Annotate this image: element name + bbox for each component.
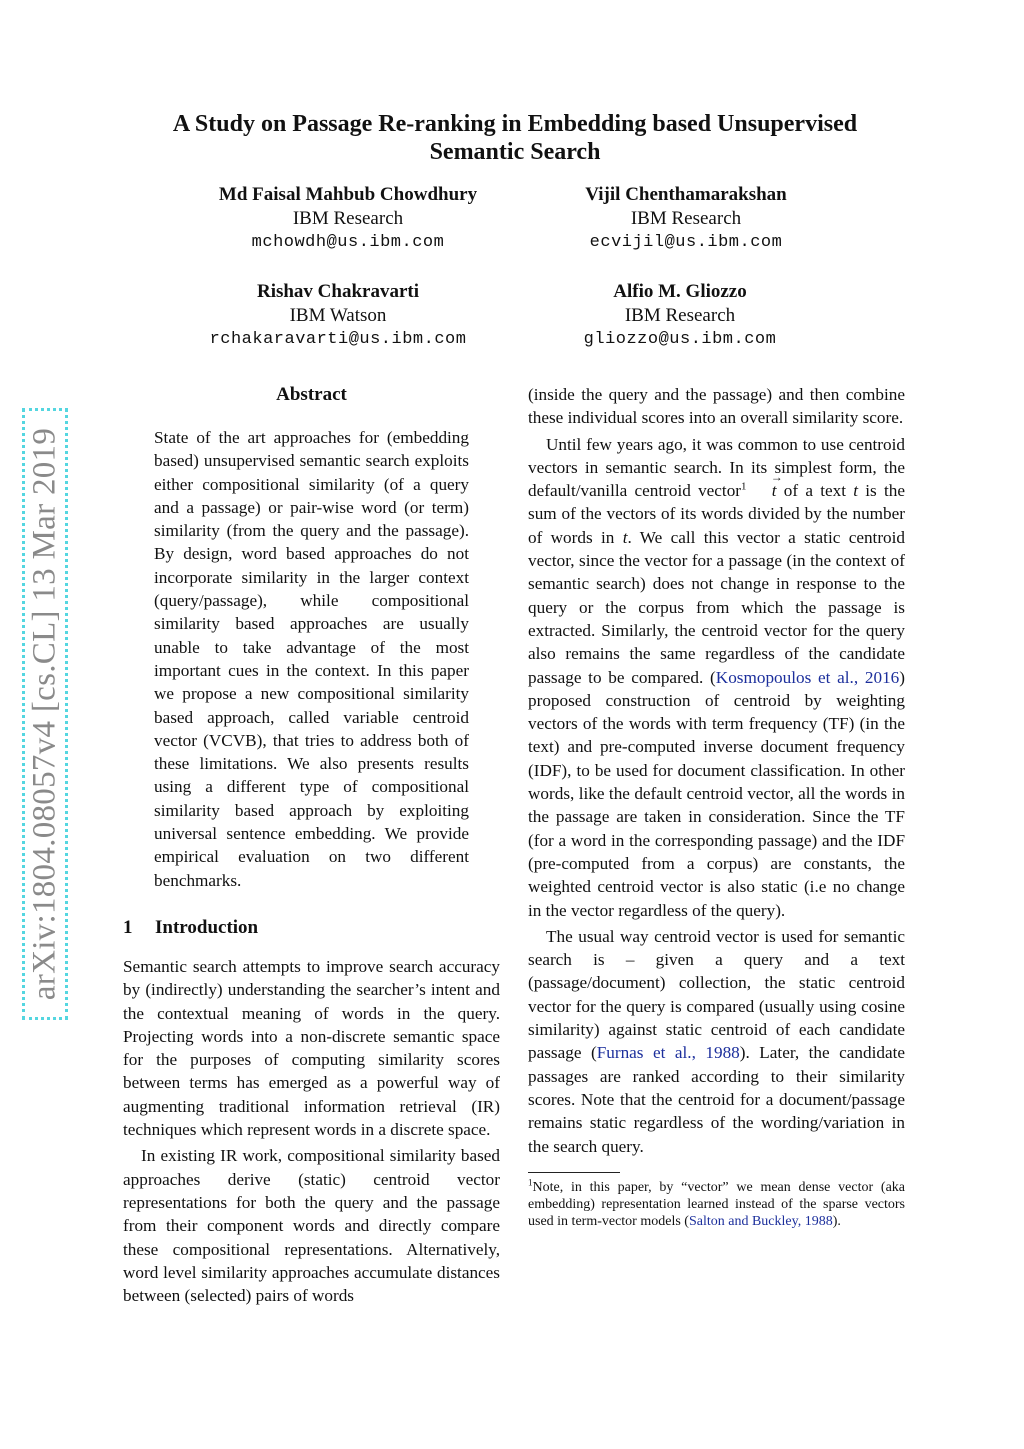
author-affiliation: IBM Research [624,305,736,326]
intro-paragraph-3: Until few years ago, it was common to use centroid vectors in semantic search. In its simplest form, the default/vanilla centroid vector$^1$ → t of a text t is the sum of the vectors of its words divided by the number of words in t. We call this vector a static centroid vector, since the vector for a passage (in the context of semantic search) does not change in response to the query or the corpus from which the passage is extracted. Similarly, the centroid vector for the query also remains the same regardless of the candidate passage to be compared. (Kosmopoulos et al., 2016) proposed construction of centroid by weighting vectors of the words with term frequency (TF) (in the text) and pre-computed inverse document frequency (IDF), to be used for document classification. In other words, like the default centroid vector, all the words in the passage are taken in consideration. Since the TF (for a word in the corresponding passage) and the IDF (pre-computed from a corpus) are constants, the weighted centroid vector is also static (i.e no change in the vector regardless of the query). [528,433,905,922]
author-block-2 [506,183,866,255]
author-affiliation: IBM Research [292,208,404,229]
author-name: Vijil Chenthamarakshan [585,184,787,205]
paper-title: A Study on Passage Re-ranking in Embedding based Unsupervised Semantic Search [172,111,858,165]
citation-link[interactable]: Kosmopoulos et al., 2016 [715,667,900,687]
author-email[interactable]: ecvijil@us.ibm.com [589,233,783,252]
abstract-heading: Abstract [276,384,347,405]
author-name: Md Faisal Mahbub Chowdhury [218,184,478,205]
section-number: 1 [123,916,133,938]
author-affiliation: IBM Research [630,208,742,229]
section-title: Introduction [155,916,259,938]
author-name: Alfio M. Gliozzo [613,281,747,302]
vector-symbol: → t [754,479,777,502]
author-block-3 [158,280,518,352]
footnote-number: 1 [528,1177,533,1188]
citation-link[interactable]: Salton and Buckley, 1988 [688,1214,833,1230]
abstract-text: State of the art approaches for (embedding based) unsupervised semantic search exploits either compositional similarity (of a query and a passage) or pair-wise word (or term) similarity (from the query and the passage). By design, word based approaches do not incorporate similarity in the larger context (query/passage), while compositional similarity based approaches are usually unable to take advantage of the most important cues in the context. In this paper we propose a new compositional similarity based approach, called variable centroid vector (VCVB), that tries to address both of these limitations. We also presents results using a different type of compositional similarity based approach by exploiting universal sentence embedding. We provide empirical evaluation on two different benchmarks. [154,428,469,890]
intro-paragraph-1: Semantic search attempts to improve search accuracy by (indirectly) understanding the searcher’s intent and the contextual meaning of words in the query. Projecting words into a non-discrete semantic space for the purposes of computing similarity scores between terms has emerged as a powerful way of augmenting traditional information retrieval (IR) techniques which represent words in a discrete space. [123,956,500,1140]
footnote-divider [528,1172,620,1173]
arxiv-identifier[interactable]: arXiv:1804.08057v4 [cs.CL] 13 Mar 2019 [26,427,63,1001]
citation-link[interactable]: Furnas et al., 1988 [596,1043,740,1063]
author-email[interactable]: mchowdh@us.ibm.com [251,233,445,252]
right-column [528,383,905,1230]
author-affiliation: IBM Watson [289,305,387,326]
section-heading-introduction [123,916,500,940]
footnote: $^1$Note, in this paper, by “vector” we mean dense vector (aka embedding) representation learned instead of the sparse vectors used in term-vector models (Salton and Buckley, 1988). [528,1177,905,1230]
arxiv-stamp-frame [22,408,68,1020]
author-name: Rishav Chakravarti [256,281,420,302]
footnote-marker[interactable]: 1 [741,480,747,493]
author-block-4 [500,280,860,352]
intro-paragraph-4: The usual way centroid vector is used for semantic search is – given a query and a text (passage/document) collection, the static centroid vector for the query is compared (usually using cosine similarity) against static centroid of each candidate passage (Furnas et al., 1988). Later, the candidate passages are ranked according to their similarity scores. Note that the centroid for a document/passage remains static regardless of the wording/variation in the search query. [528,926,905,1156]
author-email[interactable]: gliozzo@us.ibm.com [583,330,777,349]
intro-paragraph-continued: (inside the query and the passage) and then combine these individual scores into an overall similarity score. [528,385,905,428]
author-email[interactable]: rchakaravarti@us.ibm.com [209,330,467,349]
left-column [123,383,500,1307]
intro-paragraph-2: In existing IR work, compositional similarity based approaches derive (static) centroid vector representations for both the query and the passage from their component words and directly compare these compositional representations. Alternatively, word level similarity approaches accumulate distances between (selected) pairs of words [123,1146,500,1306]
author-block-1 [168,183,528,255]
